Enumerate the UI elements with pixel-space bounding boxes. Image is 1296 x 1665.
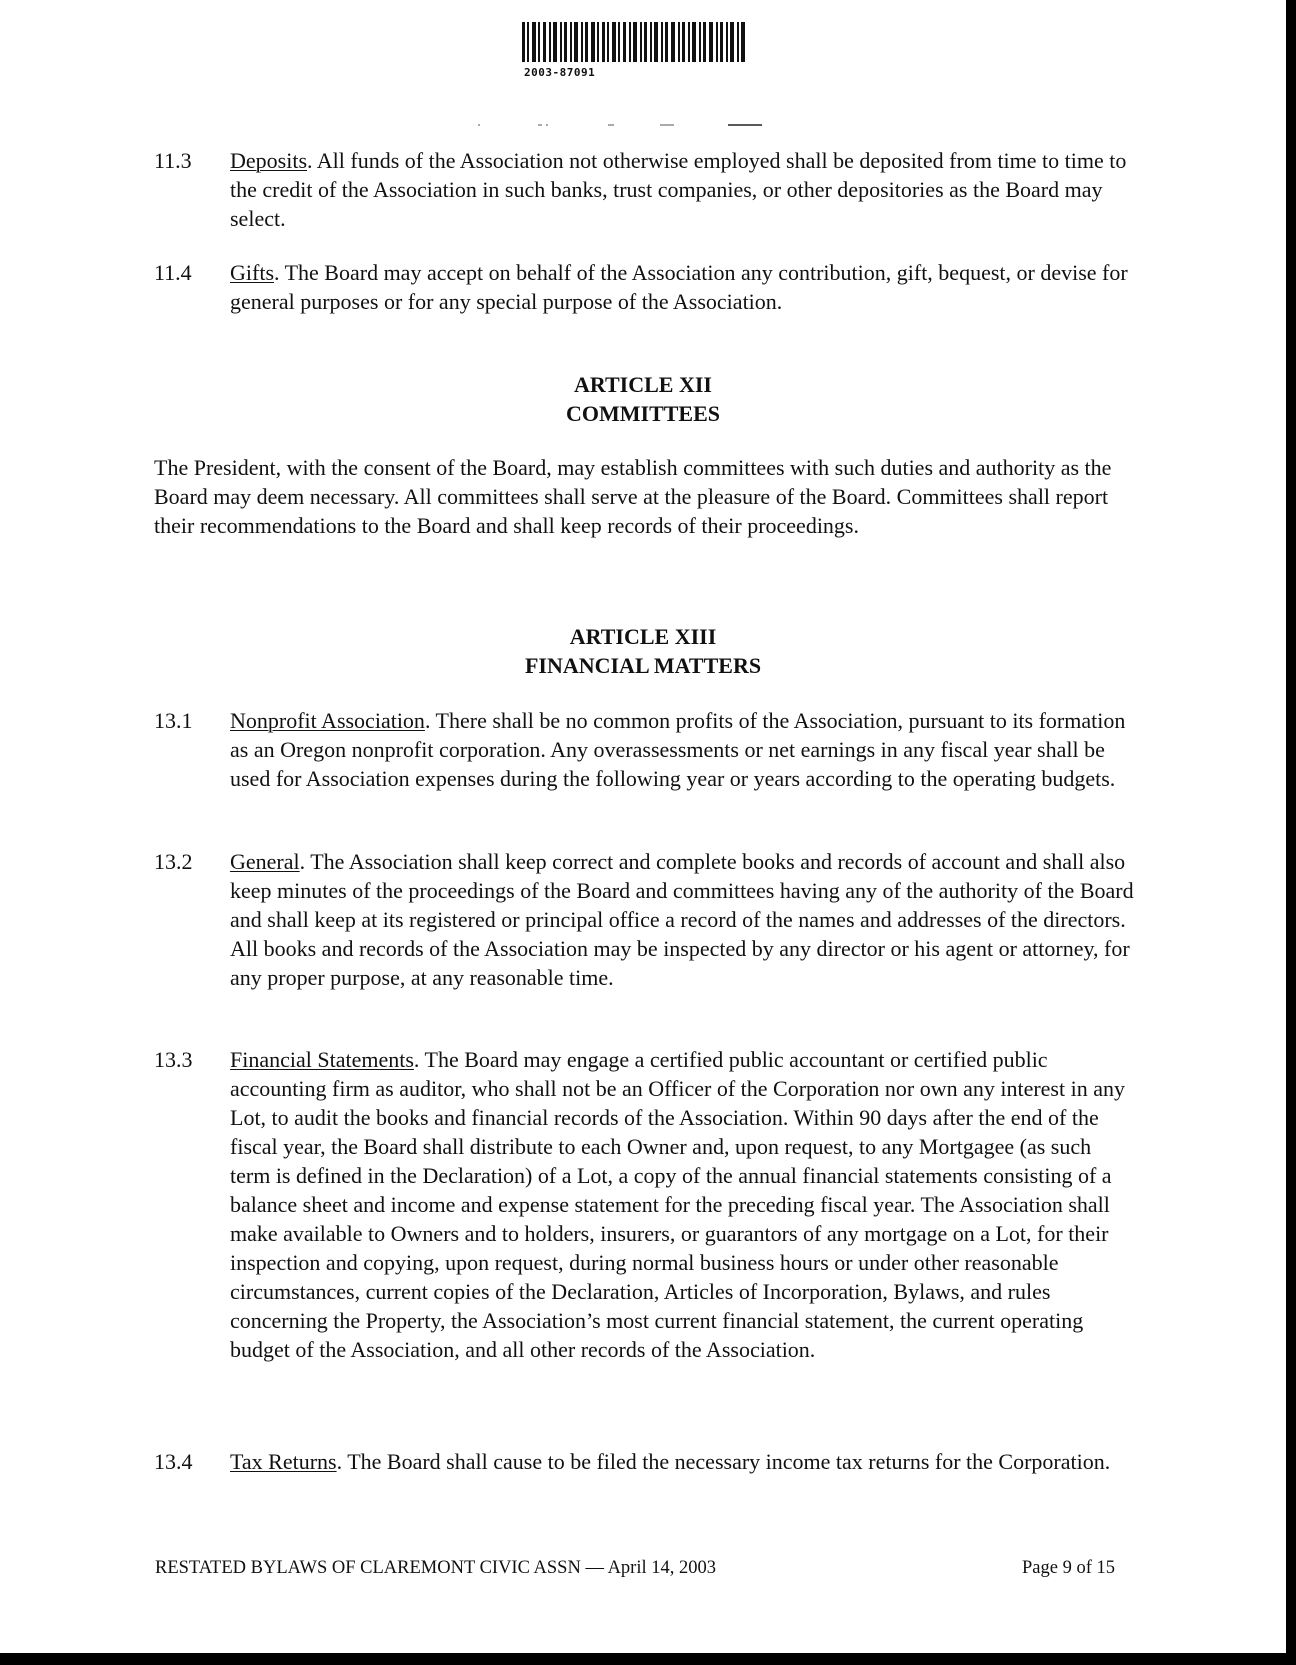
page-number: Page 9 of 15 bbox=[1022, 1558, 1115, 1578]
section-number: 13.3 bbox=[154, 1047, 193, 1072]
section-11-3 bbox=[154, 146, 1134, 233]
section-text: . There shall be no common profits of the Association, pursuant to its formation as an Oregon nonprofit corporation. Any overassessments or net earnings in any fiscal year shall be used for Association expenses during the following year or years according to the operating budgets. bbox=[230, 708, 1126, 791]
barcode bbox=[522, 22, 748, 62]
section-13-3 bbox=[154, 1045, 1134, 1364]
article-12-heading bbox=[0, 370, 1286, 428]
section-number: 13.2 bbox=[154, 849, 193, 874]
section-text: . The Association shall keep correct and complete books and records of account and shall also keep minutes of the proceedings of the Board and committees having any of the authority of the Board and shall keep at its registered or principal office a record of the names and addresses of the directors. All books and records of the Association may be inspected by any director or his agent or attorney, for any proper purpose, at any reasonable time. bbox=[230, 849, 1134, 990]
barcode-number: 2003-87091 bbox=[524, 66, 596, 79]
article-subtitle: COMMITTEES bbox=[565, 401, 721, 426]
article-title: ARTICLE XII bbox=[574, 372, 712, 397]
section-text: . The Board may accept on behalf of the Association any contribution, gift, bequest, or devise for general purposes or for any special purpose of the Association. bbox=[230, 260, 1128, 314]
section-heading: Nonprofit Association bbox=[230, 708, 425, 733]
footer-title: RESTATED BYLAWS OF CLAREMONT CIVIC ASSN — April 14, 2003 bbox=[155, 1558, 716, 1578]
section-heading: Deposits bbox=[230, 148, 307, 173]
section-heading: Financial Statements bbox=[230, 1047, 414, 1072]
section-number: 13.1 bbox=[154, 708, 193, 733]
section-text: . The Board shall cause to be filed the necessary income tax returns for the Corporation. bbox=[336, 1449, 1111, 1474]
article-subtitle: FINANCIAL MATTERS bbox=[524, 653, 762, 678]
section-text: . The Board may engage a certified public accountant or certified public accounting firm as auditor, who shall not be an Officer of the Corporation nor own any interest in any Lot, to audit the books and financial records of the Association. Within 90 days after the end of the fiscal year, the Board shall distribute to each Owner and, upon request, to any Mortgagee (as such term is defined in the Declaration) of a Lot, a copy of the annual financial statements consisting of a balance sheet and income and expense statement for the preceding fiscal year. The Association shall make available to Owners and to holders, insurers, or guarantors of any mortgage on a Lot, for their inspection and copying, upon request, during normal business hours or under other reasonable circumstances, current copies of the Declaration, Articles of Incorporation, Bylaws, and rules concerning the Property, the Association’s most current financial statement, the current operating budget of the Association, and all other records of the Association. bbox=[230, 1047, 1125, 1362]
section-heading: General bbox=[230, 849, 300, 874]
section-number: 11.3 bbox=[154, 148, 192, 173]
section-text: . All funds of the Association not otherwise employed shall be deposited from time to time to the credit of the Association in such banks, trust companies, or other depositories as the Board may select. bbox=[230, 148, 1127, 231]
section-heading: Gifts bbox=[230, 260, 274, 285]
scan-artifact bbox=[478, 122, 788, 128]
article-12-text: The President, with the consent of the Board, may establish committees with such duties and authority as the Board may deem necessary. All committees shall serve at the pleasure of the Board. Committees shall report their recommendations to the Board and shall keep records of their proceedings. bbox=[154, 455, 1112, 538]
section-13-1 bbox=[154, 706, 1134, 793]
section-number: 13.4 bbox=[154, 1449, 193, 1474]
section-13-4 bbox=[154, 1447, 1134, 1476]
section-11-4 bbox=[154, 258, 1134, 316]
section-13-2 bbox=[154, 847, 1134, 992]
article-13-heading bbox=[0, 622, 1286, 680]
article-title: ARTICLE XIII bbox=[569, 624, 717, 649]
section-number: 11.4 bbox=[154, 260, 192, 285]
section-heading: Tax Returns bbox=[230, 1449, 337, 1474]
